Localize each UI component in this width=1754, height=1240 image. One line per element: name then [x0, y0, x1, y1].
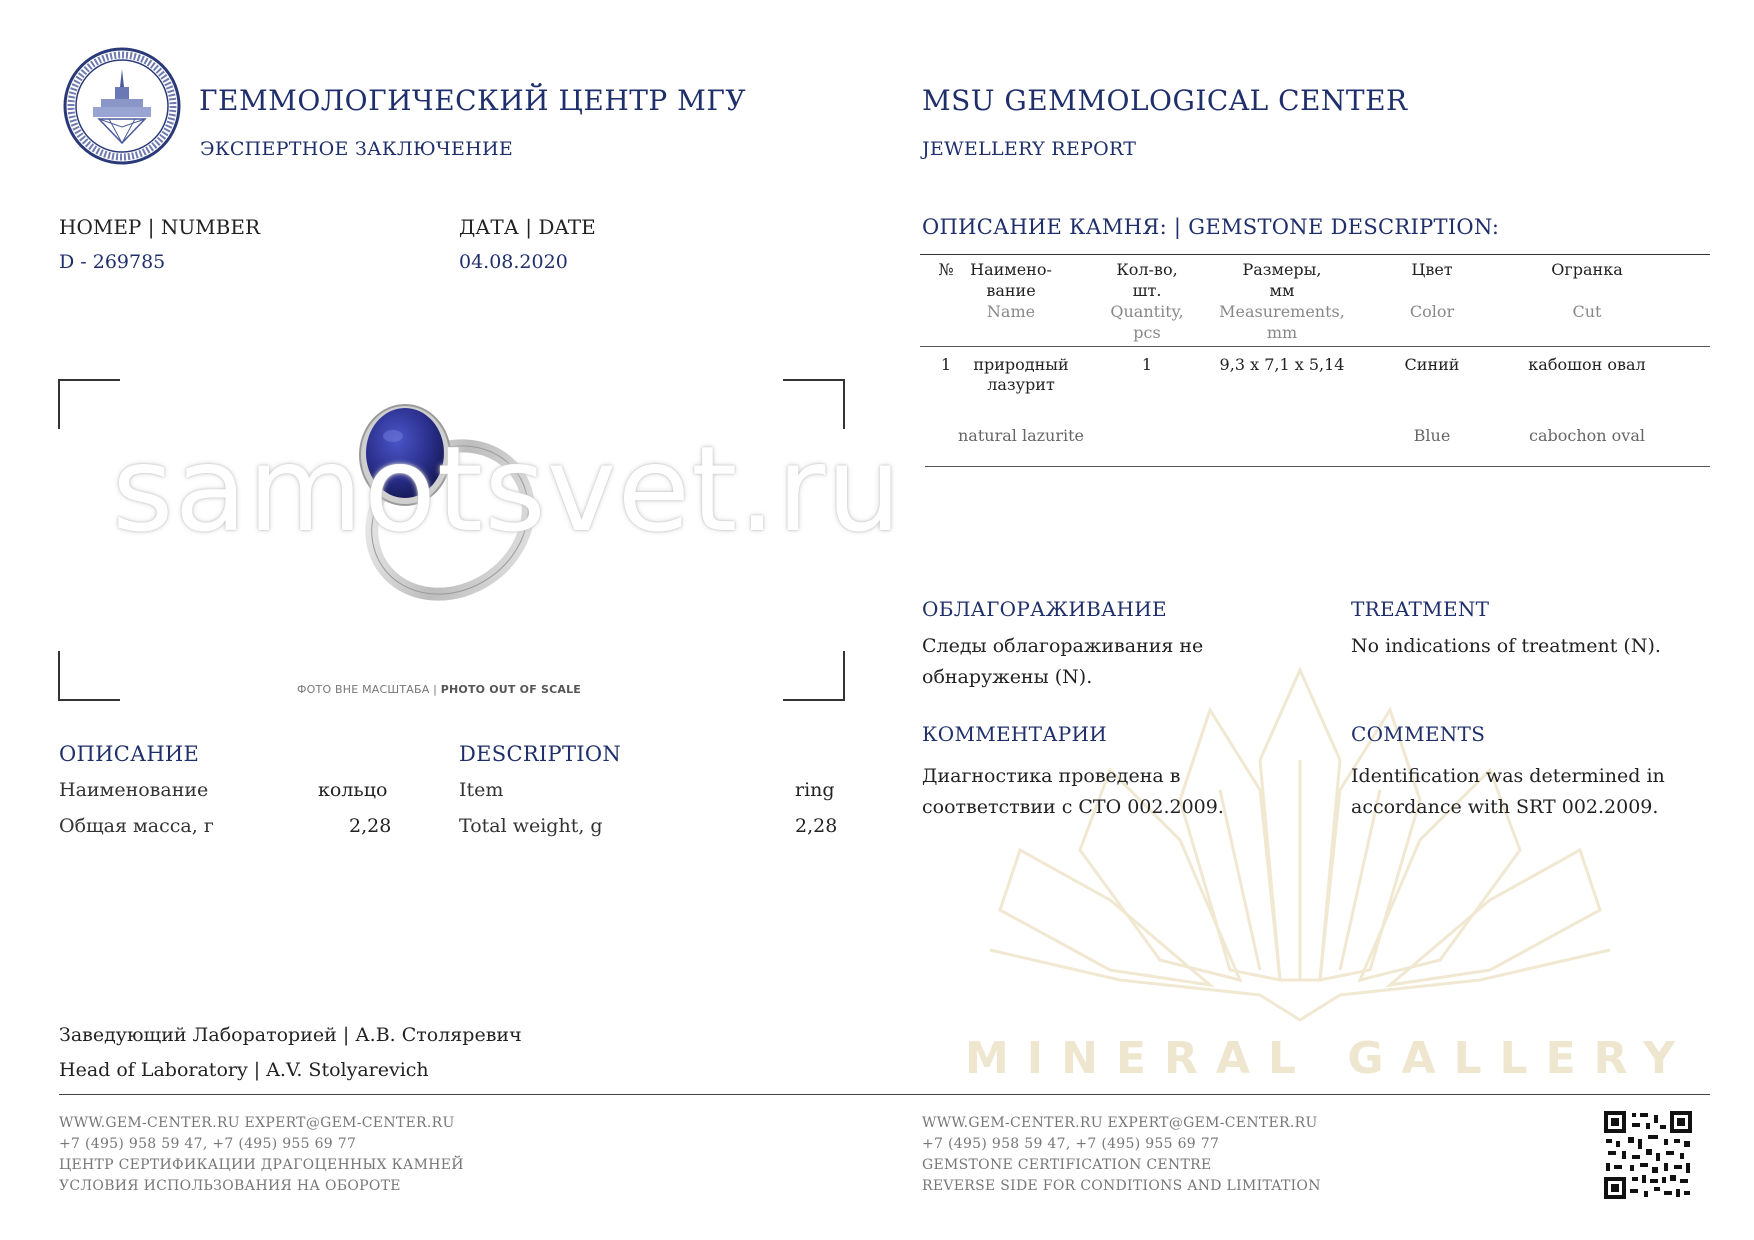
treatment-text-en: No indications of treatment (N). — [1351, 635, 1661, 657]
weight-value-en: 2,28 — [795, 815, 838, 837]
comments-text-ru: Диагностика проведена в соответствии с СТО 002.2009. — [922, 765, 1224, 818]
footer-left-line: ЦЕНТР СЕРТИФИКАЦИИ ДРАГОЦЕННЫХ КАМНЕЙ — [59, 1157, 464, 1173]
comments-heading-ru: КОММЕНТАРИИ — [922, 722, 1107, 746]
footer-left-line: WWW.GEM-CENTER.RU EXPERT@GEM-CENTER.RU — [59, 1115, 455, 1131]
item-label-en: Item — [459, 779, 504, 801]
number-value: D - 269785 — [59, 251, 166, 273]
table-top-rule — [920, 254, 1710, 255]
footer-right-line: GEMSTONE CERTIFICATION CENTRE — [922, 1157, 1212, 1173]
qr-code-icon[interactable] — [1604, 1111, 1692, 1199]
col-no: № — [938, 260, 954, 279]
treatment-text-ru: Следы облагораживания не обнаружены (N). — [922, 635, 1204, 688]
table-bottom-rule — [925, 466, 1710, 467]
gemstone-heading: ОПИСАНИЕ КАМНЯ: | GEMSTONE DESCRIPTION: — [922, 215, 1500, 239]
photo-scale-note: ФОТО ВНЕ МАСШТАБА | PHOTO OUT OF SCALE — [297, 683, 581, 696]
col-size: Размеры, мм Measurements, mm — [1219, 260, 1345, 342]
footer-right-line: WWW.GEM-CENTER.RU EXPERT@GEM-CENTER.RU — [922, 1115, 1318, 1131]
item-value-en: ring — [795, 779, 835, 801]
signature-ru: Заведующий Лабораторией | А.В. Столяревич — [59, 1024, 522, 1046]
samotsvet-watermark: samotsvet.ru — [112, 420, 903, 558]
weight-value-ru: 2,28 — [349, 815, 392, 837]
org-title-ru: ГЕММОЛОГИЧЕСКИЙ ЦЕНТР МГУ — [199, 84, 747, 117]
weight-label-ru: Общая масса, г — [59, 815, 214, 837]
msu-gemmological-seal-icon — [63, 47, 181, 165]
report-title-ru: ЭКСПЕРТНОЕ ЗАКЛЮЧЕНИЕ — [200, 138, 514, 160]
description-heading-ru: ОПИСАНИЕ — [59, 742, 200, 766]
item-value-ru: кольцо — [318, 779, 388, 801]
mineral-gallery-watermark-icon — [960, 650, 1640, 1070]
weight-label-en: Total weight, g — [459, 815, 603, 837]
date-label: ДАТА | DATE — [459, 215, 596, 239]
signature-en: Head of Laboratory | A.V. Stolyarevich — [59, 1059, 429, 1081]
number-label: НОМЕР | NUMBER — [59, 215, 261, 239]
footer-right — [922, 1113, 1321, 1197]
treatment-heading-ru: ОБЛАГОРАЖИВАНИЕ — [922, 597, 1167, 621]
footer-rule — [59, 1094, 1710, 1095]
footer-right-line: REVERSE SIDE FOR CONDITIONS AND LIMITATION — [922, 1178, 1321, 1194]
item-label-ru: Наименование — [59, 779, 209, 801]
comments-heading-en: COMMENTS — [1351, 722, 1486, 746]
comments-text-en: Identification was determined in accordance with SRT 002.2009. — [1351, 765, 1665, 818]
footer-left-line: УСЛОВИЯ ИСПОЛЬЗОВАНИЯ НА ОБОРОТЕ — [59, 1178, 401, 1194]
report-title-en: JEWELLERY REPORT — [922, 138, 1137, 160]
footer-left — [59, 1113, 464, 1197]
col-qty: Кол-во, шт. Quantity, pcs — [1110, 260, 1184, 342]
treatment-heading-en: TREATMENT — [1351, 597, 1490, 621]
date-value: 04.08.2020 — [459, 251, 568, 273]
col-name: Наимено-вание Name — [970, 260, 1052, 321]
mineral-gallery-watermark-text: MINERAL GALLERY — [965, 1033, 1693, 1084]
footer-left-line: +7 (495) 958 59 47, +7 (495) 955 69 77 — [59, 1136, 357, 1152]
footer-right-line: +7 (495) 958 59 47, +7 (495) 955 69 77 — [922, 1136, 1220, 1152]
org-title-en: MSU GEMMOLOGICAL CENTER — [922, 84, 1408, 117]
description-heading-en: DESCRIPTION — [459, 742, 622, 766]
table-header-rule — [920, 346, 1710, 347]
col-color: Цвет Color — [1409, 260, 1455, 321]
col-cut: Огранка Cut — [1551, 260, 1623, 321]
